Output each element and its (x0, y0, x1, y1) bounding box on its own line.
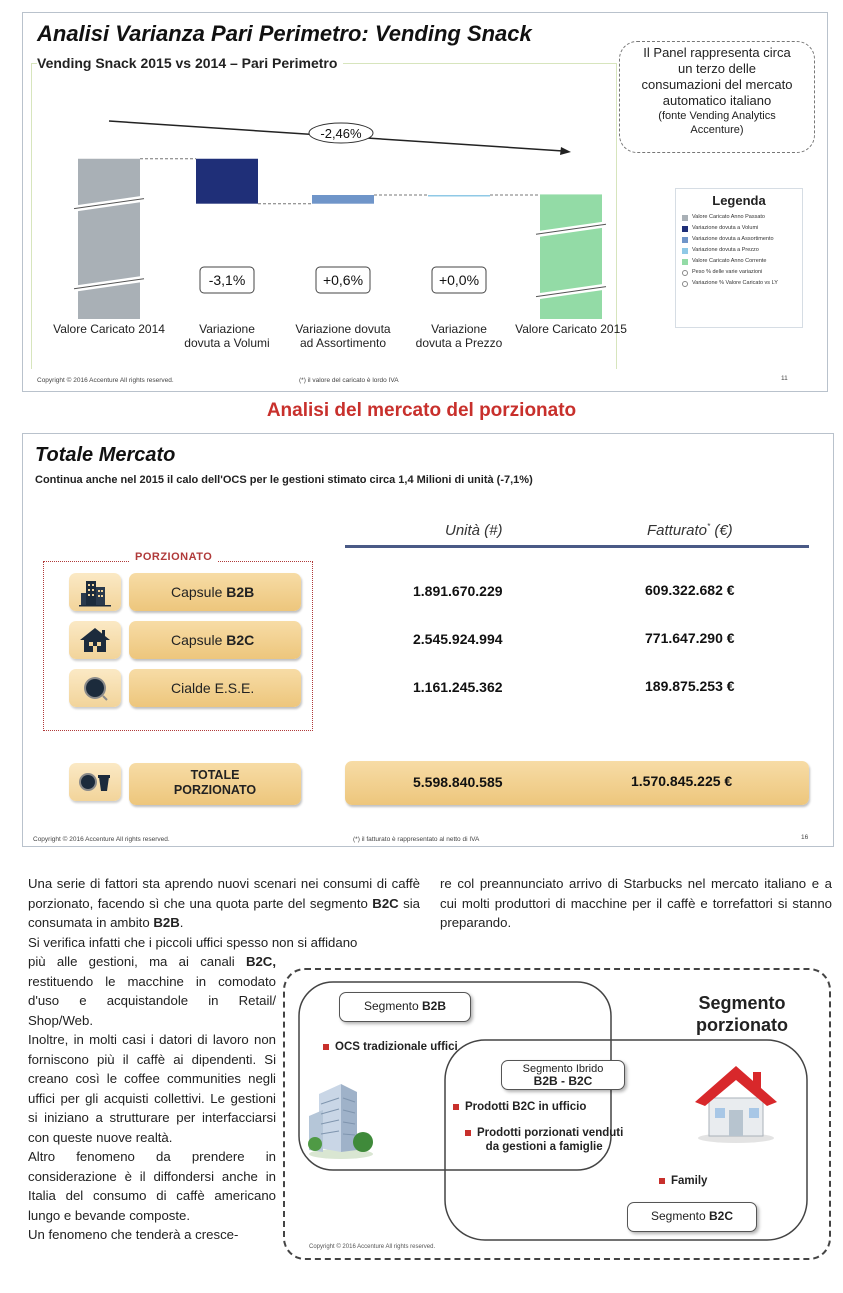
hybrid-label: Segmento Ibrido (522, 1063, 604, 1075)
footnote: (*) il fatturato è rappresentato al netto di IVA (353, 836, 480, 843)
section-heading: Analisi del mercato del porzionato (266, 400, 577, 421)
row-label-bold: B2C (226, 632, 255, 648)
paragraph-1: Una serie di fattori sta aprendo nuovi scenari nei consumi di caffè porzionato, facendo sì che una quota parte del segmento B2C sia consumata in ambito B2B. (28, 876, 420, 930)
bar-variation (428, 195, 490, 197)
legend-label: Variazione dovuta a Assortimento (692, 236, 774, 242)
bar-variation (196, 159, 258, 204)
units-value: 2.545.924.994 (413, 631, 503, 647)
legend-item (682, 236, 796, 243)
diagram-copyright: Copyright © 2016 Accenture All rights reserved. (309, 1244, 436, 1250)
segment-b2b-box: Segmento B2B (339, 992, 471, 1022)
porzionato-group-label: PORZIONATO (129, 551, 218, 563)
legend-swatch (682, 281, 688, 287)
row-label (171, 584, 254, 600)
house-icon (691, 1062, 781, 1144)
revenue-value: 609.322.682 € (645, 582, 735, 598)
bar-valore-caricato-2014 (78, 159, 140, 319)
bar-valore-caricato-2015 (540, 194, 602, 319)
diagram-title-line: Segmento (698, 993, 786, 1013)
row-capsule-b2b (129, 573, 301, 611)
note-line: consumazioni del mercato (641, 77, 793, 92)
row-label-bold: B2B (226, 584, 255, 600)
legend-label: Valore Caricato Anno Corrente (692, 258, 767, 264)
waterfall-chart (23, 13, 663, 373)
bullet-family-sales: Prodotti porzionati venduti da gestioni a famiglie (465, 1126, 623, 1154)
diagram-title (677, 992, 807, 1036)
slide-subtitle: Continua anche nel 2015 il calo dell'OCS per le gestioni stimato circa 1,4 Milioni di unità (-7,1%) (35, 474, 533, 486)
note-source: (fonte Vending Analytics (658, 110, 776, 122)
capsule-and-pod-icon (69, 763, 121, 801)
bar-variation (312, 195, 374, 204)
units-value: 1.891.670.229 (413, 583, 503, 599)
row-label (171, 680, 254, 696)
paragraph-2: più alle gestioni, ma ai canali B2C, restituendo le macchine in comodato d'uso e acquistandole in Retail/ Shop/Web. (28, 954, 276, 1028)
note-line: automatico italiano (662, 93, 772, 108)
total-label-line: TOTALE (190, 768, 240, 782)
legend-label: Variazione dovuta a Volumi (692, 225, 759, 231)
chart-subtitle: Vending Snack 2015 vs 2014 – Pari Perimetro (37, 55, 343, 71)
segment-hybrid-box (501, 1060, 625, 1090)
bullet-ocs: OCS tradizionale uffici (323, 1040, 458, 1054)
note-line: un terzo delle (677, 61, 757, 76)
legend-item (682, 269, 796, 276)
segment-diagram (283, 968, 831, 1260)
coffee-pod-icon (69, 669, 121, 707)
bullet-family: Family (659, 1174, 707, 1188)
variation-percent-label: +0,6% (322, 272, 364, 288)
trend-arrow-head (560, 147, 571, 155)
segment-b2c-box: Segmento B2C (627, 1202, 757, 1232)
slide-title: Totale Mercato (35, 444, 176, 466)
row-label-text: Cialde E.S.E. (171, 680, 255, 696)
paragraph-4: Altro fenomeno da prendere in considerazione è il diffondersi anche in Italia del consumo di caffè americano lungo e bevande composte. (28, 1149, 276, 1223)
footnote: (*) il valore del caricato è lordo IVA (299, 377, 399, 384)
total-values-bar (345, 761, 809, 805)
legend-item (682, 225, 796, 232)
revenue-value: 189.875.253 € (645, 678, 735, 694)
legend-swatch (682, 259, 688, 265)
category-label: Variazione dovuta a Volumi (184, 322, 270, 350)
row-cialde-ese (129, 669, 301, 707)
column-header-revenue-label: Fatturato (647, 522, 708, 539)
total-label-line: PORZIONATO (173, 783, 257, 797)
column-header-revenue (647, 522, 733, 539)
article-paragraph (28, 874, 420, 952)
article-column-right (440, 874, 832, 933)
hybrid-label-bold: B2B - B2C (533, 1074, 593, 1088)
office-building-icon (305, 1064, 375, 1160)
bullet-b2c-in-office: Prodotti B2C in ufficio (453, 1100, 586, 1114)
revenue-value: 771.647.290 € (645, 630, 735, 646)
legend-label: Variazione % Valore Caricato vs LY (692, 280, 778, 286)
slide-vending-snack (22, 12, 828, 392)
variation-percent-label: +0,0% (438, 272, 480, 288)
page-number: 16 (801, 834, 809, 841)
slide-totale-mercato (22, 433, 834, 847)
paragraph-3: Inoltre, in molti casi i datori di lavoro non forniscono più il caffè ai dipendenti. Si creano così le coffee communities negli uffici per gli acquisti collettivi. Le gestioni si iniziano a strutturare per interfacciarsi con queste nuove realtà. (28, 1032, 276, 1145)
row-capsule-b2c (129, 621, 301, 659)
legend-swatch (682, 215, 688, 221)
page-number: 11 (781, 375, 788, 382)
column-header-units: Unità (#) (445, 522, 503, 539)
category-label: Valore Caricato 2014 (53, 322, 165, 336)
note-source: Accenture) (690, 124, 744, 136)
paragraph-2-line: Si verifica infatti che i piccoli uffici spesso non si affidano (28, 934, 358, 950)
row-label-text: Capsule (171, 632, 227, 648)
copyright: Copyright © 2016 Accenture All rights reserved. (37, 377, 174, 384)
panel-note-callout (619, 41, 815, 153)
paragraph-5-end: re col preannunciato arrivo di Starbucks nel mercato italiano e a cui molti produttori di macchine per il caffè e torrefattori si stanno preparando. (440, 876, 832, 930)
category-label: Variazione dovuta a Prezzo (415, 322, 503, 350)
legend-swatch (682, 237, 688, 243)
legend-swatch (682, 226, 688, 232)
legend-swatch (682, 248, 688, 254)
chart-legend (675, 188, 803, 328)
row-label (171, 632, 254, 648)
office-building-icon (69, 573, 121, 611)
legend-item (682, 214, 796, 221)
legend-swatch (682, 270, 688, 276)
copyright: Copyright © 2016 Accenture All rights reserved. (33, 836, 170, 843)
legend-title: Legenda (712, 193, 766, 208)
row-totale-porzionato (129, 763, 301, 805)
category-label: Valore Caricato 2015 (515, 322, 627, 336)
legend-item (682, 280, 796, 287)
units-value: 1.161.245.362 (413, 679, 503, 695)
paragraph-5-start: Un fenomeno che tenderà a cresce- (28, 1227, 239, 1242)
article-column-narrow (28, 952, 276, 1245)
legend-item (682, 258, 796, 265)
note-line: Il Panel rappresenta circa (643, 45, 791, 60)
category-label: Variazione dovuta ad Assortimento (295, 322, 391, 350)
house-icon (69, 621, 121, 659)
footnote-mark: * (707, 522, 711, 531)
total-revenue-value: 1.570.845.225 € (631, 773, 733, 789)
header-rule (345, 545, 809, 548)
legend-label: Variazione dovuta a Prezzo (692, 247, 759, 253)
slide-title: Analisi Varianza Pari Perimetro: Vending Snack (37, 21, 532, 46)
diagram-title-line: porzionato (696, 1015, 788, 1035)
row-label-text: Capsule (171, 584, 227, 600)
legend-item (682, 247, 796, 254)
total-label (129, 768, 301, 798)
overall-change-label: -2,46% (320, 126, 362, 141)
legend-label: Peso % delle varie variazioni (692, 269, 763, 275)
column-header-revenue-unit: (€) (714, 522, 733, 539)
total-units-value: 5.598.840.585 (413, 774, 503, 790)
legend-label: Valore Caricato Anno Passato (692, 214, 765, 220)
variation-percent-label: -3,1% (208, 272, 246, 288)
